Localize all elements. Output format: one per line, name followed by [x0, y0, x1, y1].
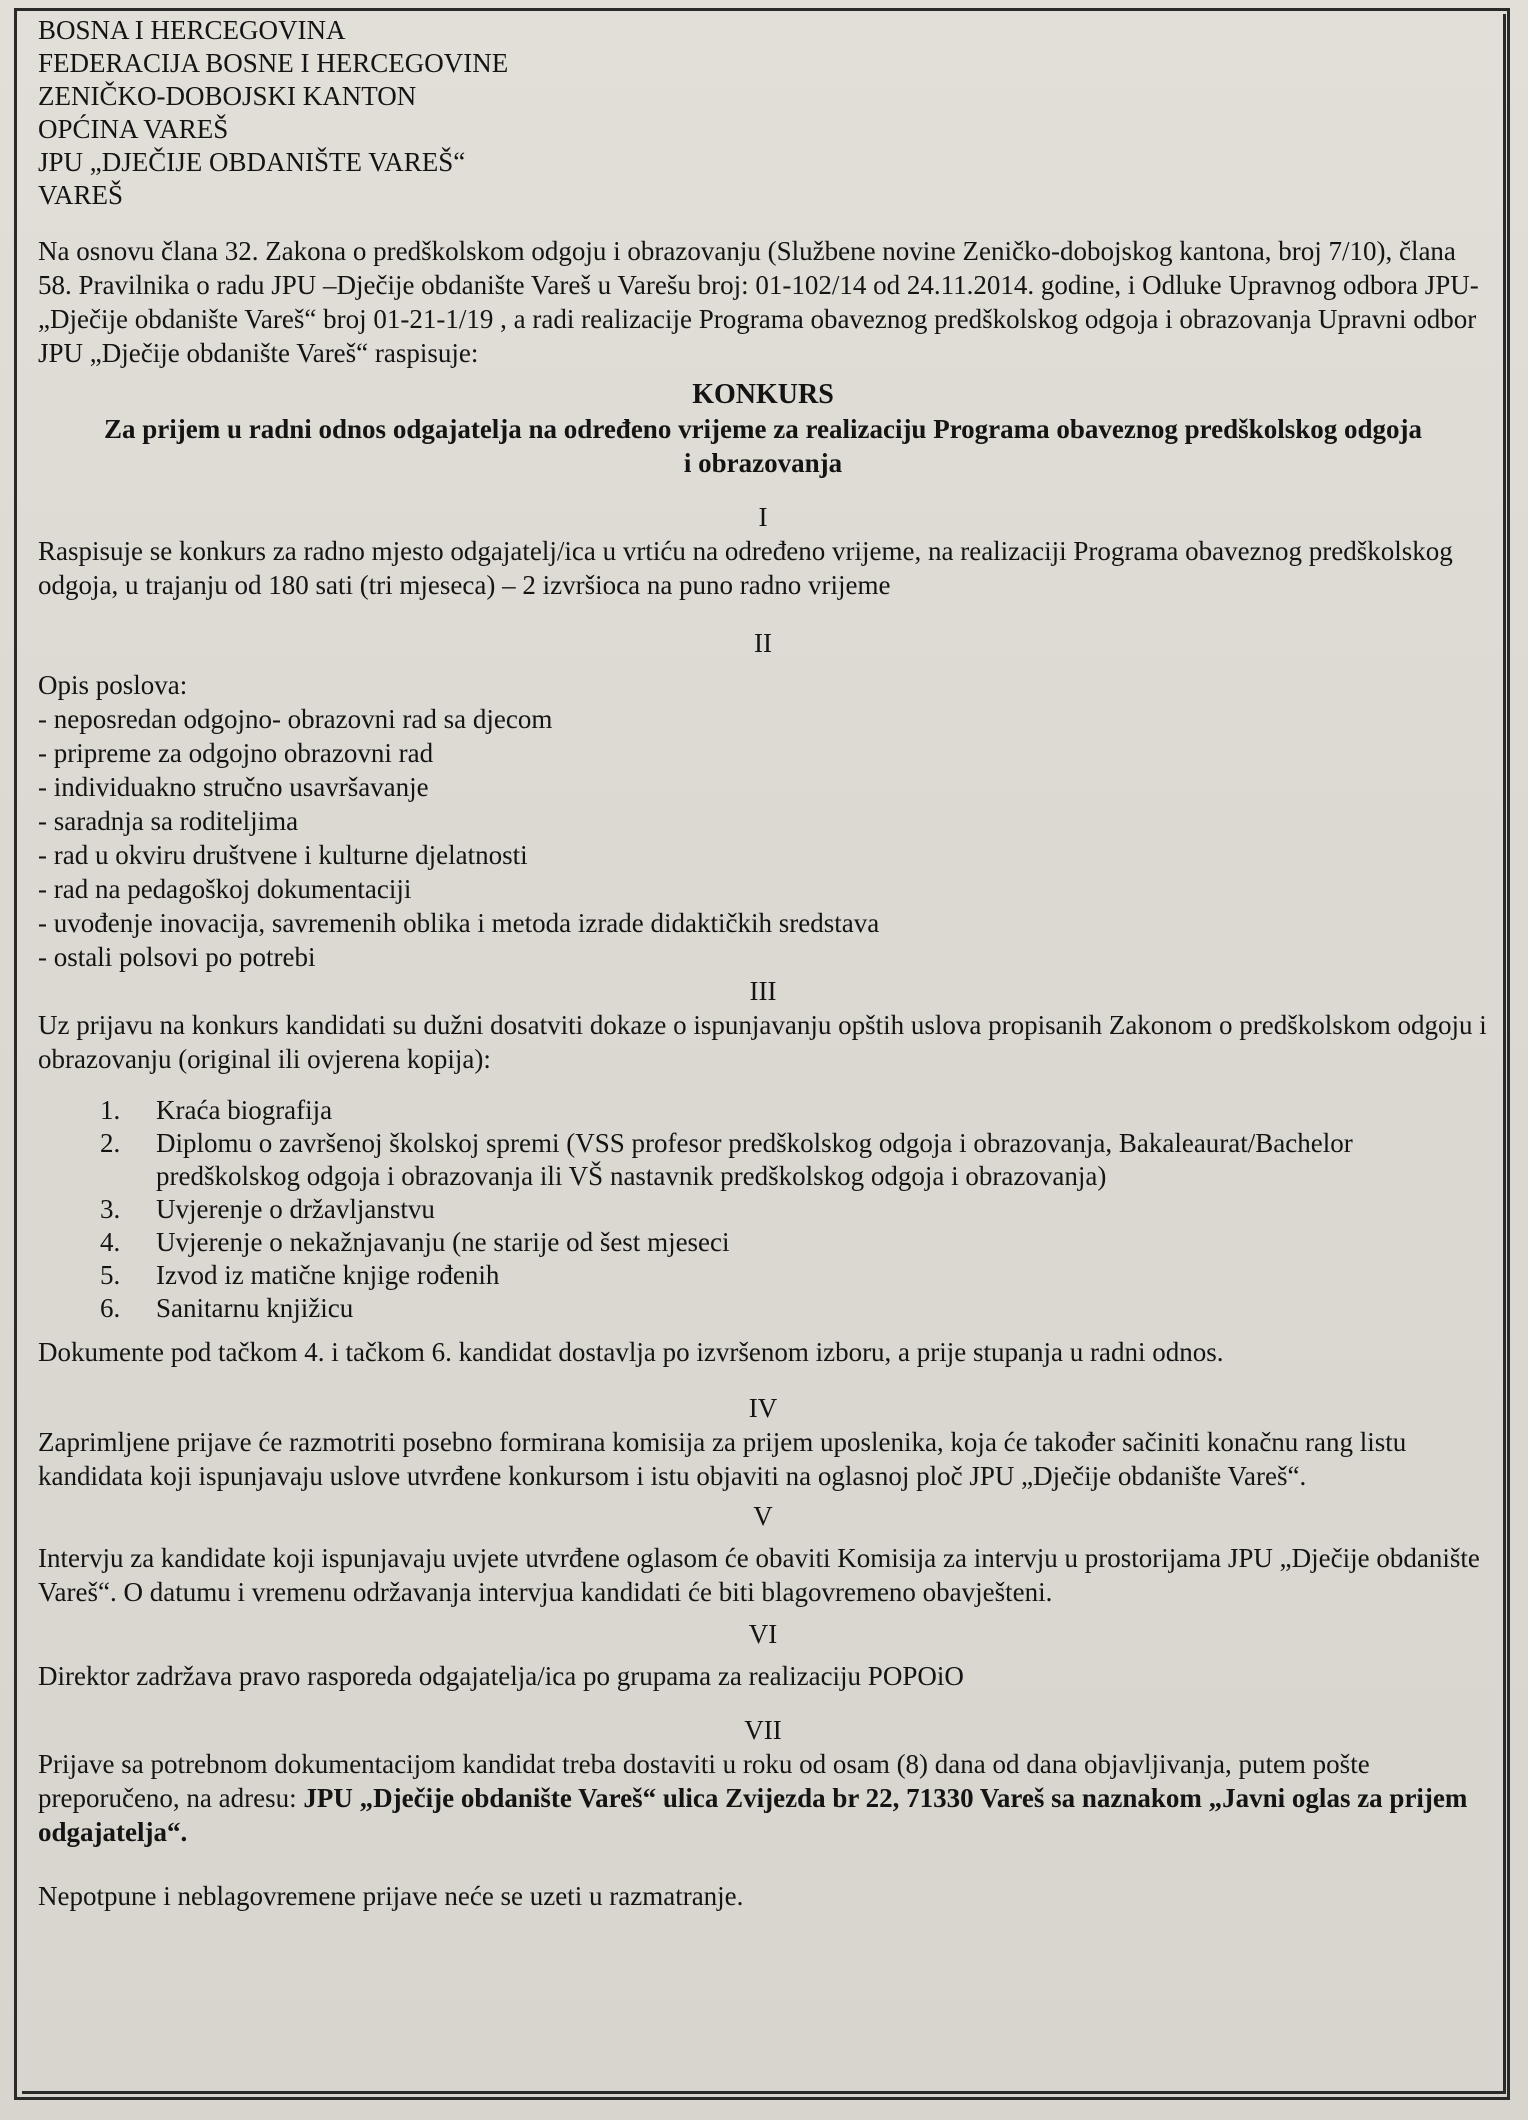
list-item: - rad na pedagoškoj dokumentaciji — [38, 874, 412, 904]
header-line: FEDERACIJA BOSNE I HERCEGOVINE — [38, 48, 509, 78]
list-item — [38, 1127, 1488, 1193]
list-item — [38, 1094, 1488, 1127]
list-text: Diplomu o završenoj školskoj spremi (VSS profesor predškolskog odgoja i obrazovanja, Bakaleaurat/Bachelor predškolskog odgoja i obrazovanja ili VŠ nastavnik predškolskog odgoja i obrazovanja) — [156, 1128, 1353, 1191]
document-subtitle: Za prijem u radni odnos odgajatelja na određeno vrijeme za realizaciju Programa obaveznog predškolskog odgoja i obrazovanja — [104, 414, 1422, 478]
section-4-text: Zaprimljene prijave će razmotriti posebno formirana komisija za prijem uposlenika, koja će također sačiniti konačnu rang listu kandidata koji ispunjavaju uslove utvrđene konkursom i istu objaviti na oglasnoj ploč JPU „Dječije obdanište Vareš“. — [38, 1427, 1407, 1491]
list-number: 3. — [100, 1194, 121, 1224]
section-numeral: VI — [748, 1619, 778, 1649]
section-numeral: VII — [744, 1715, 782, 1745]
list-text: Sanitarnu knjižicu — [156, 1293, 354, 1323]
header-line: VAREŠ — [38, 180, 124, 210]
header-line: JPU „DJEČIJE OBDANIŠTE VAREŠ“ — [38, 147, 466, 177]
section-numeral: III — [749, 976, 777, 1006]
institution-header — [38, 14, 1488, 212]
list-item: - saradnja sa roditeljima — [38, 806, 299, 836]
section-6-text: Direktor zadržava pravo rasporeda odgajatelja/ica po grupama za realizaciju POPOiO — [38, 1661, 964, 1691]
list-item: - pripreme za odgojno obrazovni rad — [38, 738, 434, 768]
list-item: - rad u okviru društvene i kulturne djelatnosti — [38, 840, 528, 870]
list-item — [38, 1193, 1488, 1226]
required-documents-list — [38, 1094, 1488, 1325]
list-text: Uvjerenje o državljanstvu — [156, 1194, 435, 1224]
header-line: BOSNA I HERCEGOVINA — [38, 15, 346, 45]
list-text: Izvod iz matične knjige rođenih — [156, 1260, 500, 1290]
list-item: - uvođenje inovacija, savremenih oblika i metoda izrade didaktičkih sredstava — [38, 908, 880, 938]
header-line: ZENIČKO-DOBOJSKI KANTON — [38, 81, 417, 111]
list-text: Uvjerenje o nekažnjavanju (ne starije od šest mjeseci — [156, 1227, 730, 1257]
section-numeral: II — [754, 628, 772, 658]
section-7-plain: Prijave sa potrebnom dokumentacijom kandidat treba dostaviti u roku od osam (8) dana od dana objavljivanja, putem pošte preporučeno, na adresu: — [38, 1749, 1370, 1813]
list-number: 2. — [100, 1128, 121, 1158]
list-item: - individuakno stručno usavršavanje — [38, 772, 429, 802]
section-numeral: IV — [748, 1393, 778, 1423]
section-5-text: Intervju za kandidate koji ispunjavaju uvjete utvrđene oglasom će obaviti Komisija za intervju u prostorijama JPU „Dječije obdanište Vareš“. O datumu i vremenu održavanja intervjua kandidati će biti blagovremeno obavješteni. — [38, 1543, 1480, 1607]
documents-note: Dokumente pod tačkom 4. i tačkom 6. kandidat dostavlja po izvršenom izboru, a prije stupanja u radni odnos. — [38, 1337, 1224, 1367]
section-numeral: V — [753, 1501, 773, 1531]
list-text: Kraća biografija — [156, 1095, 333, 1125]
list-item: - ostali polsovi po potrebi — [38, 942, 316, 972]
duties-list — [38, 702, 1488, 974]
list-item — [38, 1292, 1488, 1325]
list-number: 6. — [100, 1293, 121, 1323]
list-item: - neposredan odgojno- obrazovni rad sa djecom — [38, 704, 553, 734]
document-body — [38, 14, 1488, 1913]
section-numeral: I — [758, 502, 768, 532]
list-number: 1. — [100, 1095, 121, 1125]
duties-heading: Opis poslova: — [38, 670, 188, 700]
list-item — [38, 1226, 1488, 1259]
section-3-text: Uz prijavu na konkurs kandidati su dužni dosatviti dokaze o ispunjavanju opštih uslova propisanih Zakonom o predškolskom odgoju i obrazovanju (original ili ovjerena kopija): — [38, 1010, 1487, 1074]
section-7-text — [38, 1747, 1488, 1849]
list-item — [38, 1259, 1488, 1292]
closing-note: Nepotpune i neblagovremene prijave neće se uzeti u razmatranje. — [38, 1881, 744, 1911]
section-1-text: Raspisuje se konkurs za radno mjesto odgajatelj/ica u vrtiću na određeno vrijeme, na realizaciji Programa obaveznog predškolskog odgoja, u trajanju od 180 sati (tri mjeseca) – 2 izvršioca na puno radno vrijeme — [38, 536, 1453, 600]
document-title: KONKURS — [692, 379, 834, 410]
intro-paragraph: Na osnovu člana 32. Zakona o predškolskom odgoju i obrazovanju (Službene novine Zeničko-dobojskog kantona, broj 7/10), člana 58. Pravilnika o radu JPU –Dječije obdanište Vareš u Varešu broj: 01-102/14 od 24.11.2014. godine, i Odluke Upravnog odbora JPU- „Dječije obdanište Vareš“ broj 01-21-1/19 , a radi realizacije Programa obaveznog predškolskog odgoja i obrazovanja Upravni odbor JPU „Dječije obdanište Vareš“ raspisuje: — [38, 236, 1479, 368]
list-number: 5. — [100, 1260, 121, 1290]
list-number: 4. — [100, 1227, 121, 1257]
submission-address: JPU „Dječije obdanište Vareš“ ulica Zvijezda br 22, 71330 Vareš sa naznakom „Javni oglas za prijem odgajatelja“. — [38, 1783, 1468, 1847]
header-line: OPĆINA VAREŠ — [38, 114, 229, 144]
